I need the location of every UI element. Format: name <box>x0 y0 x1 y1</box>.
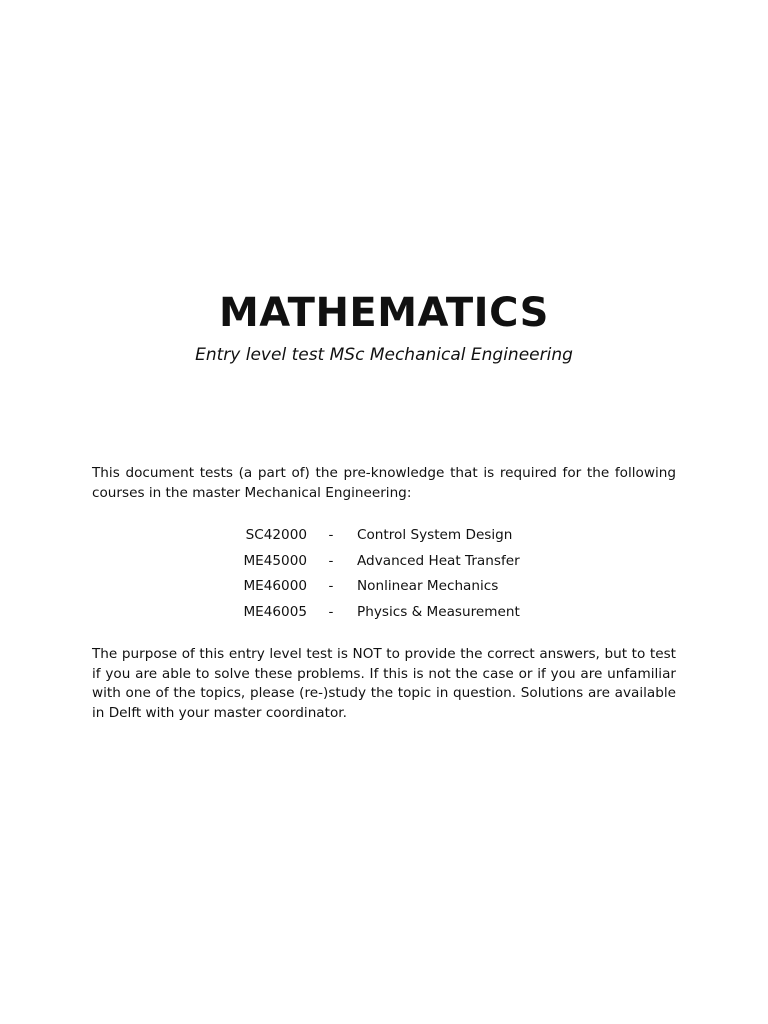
course-item <box>0 602 768 628</box>
course-separator: - <box>328 527 334 543</box>
course-item <box>0 551 768 577</box>
course-item <box>0 576 768 602</box>
course-code: ME45000 <box>243 552 307 569</box>
course-name: Physics & Measurement <box>357 604 520 621</box>
course-list <box>0 525 768 628</box>
document-subtitle: Entry level test MSc Mechanical Engineering <box>195 345 573 365</box>
course-name: Nonlinear Mechanics <box>357 578 499 595</box>
intro-paragraph: This document tests (a part of) the pre-knowledge that is required for the following courses in the master Mechanical Engineering: <box>92 465 676 501</box>
course-name: Advanced Heat Transfer <box>357 552 520 569</box>
course-name: Control System Design <box>357 527 513 543</box>
course-item <box>0 525 768 551</box>
course-separator: - <box>328 578 334 595</box>
document-title: MATHEMATICS <box>219 290 549 336</box>
course-separator: - <box>328 552 334 569</box>
course-code: SC42000 <box>245 527 307 543</box>
purpose-paragraph: The purpose of this entry level test is NOT to provide the correct answers, but to test if you are able to solve these problems. If this is not the case or if you are unfamiliar with one of the topics, please (re-)study the topic in question. Solutions are available in Delft with your master coordinator. <box>92 646 676 721</box>
course-code: ME46000 <box>243 578 307 595</box>
course-code: ME46005 <box>243 604 307 621</box>
course-separator: - <box>328 604 334 621</box>
